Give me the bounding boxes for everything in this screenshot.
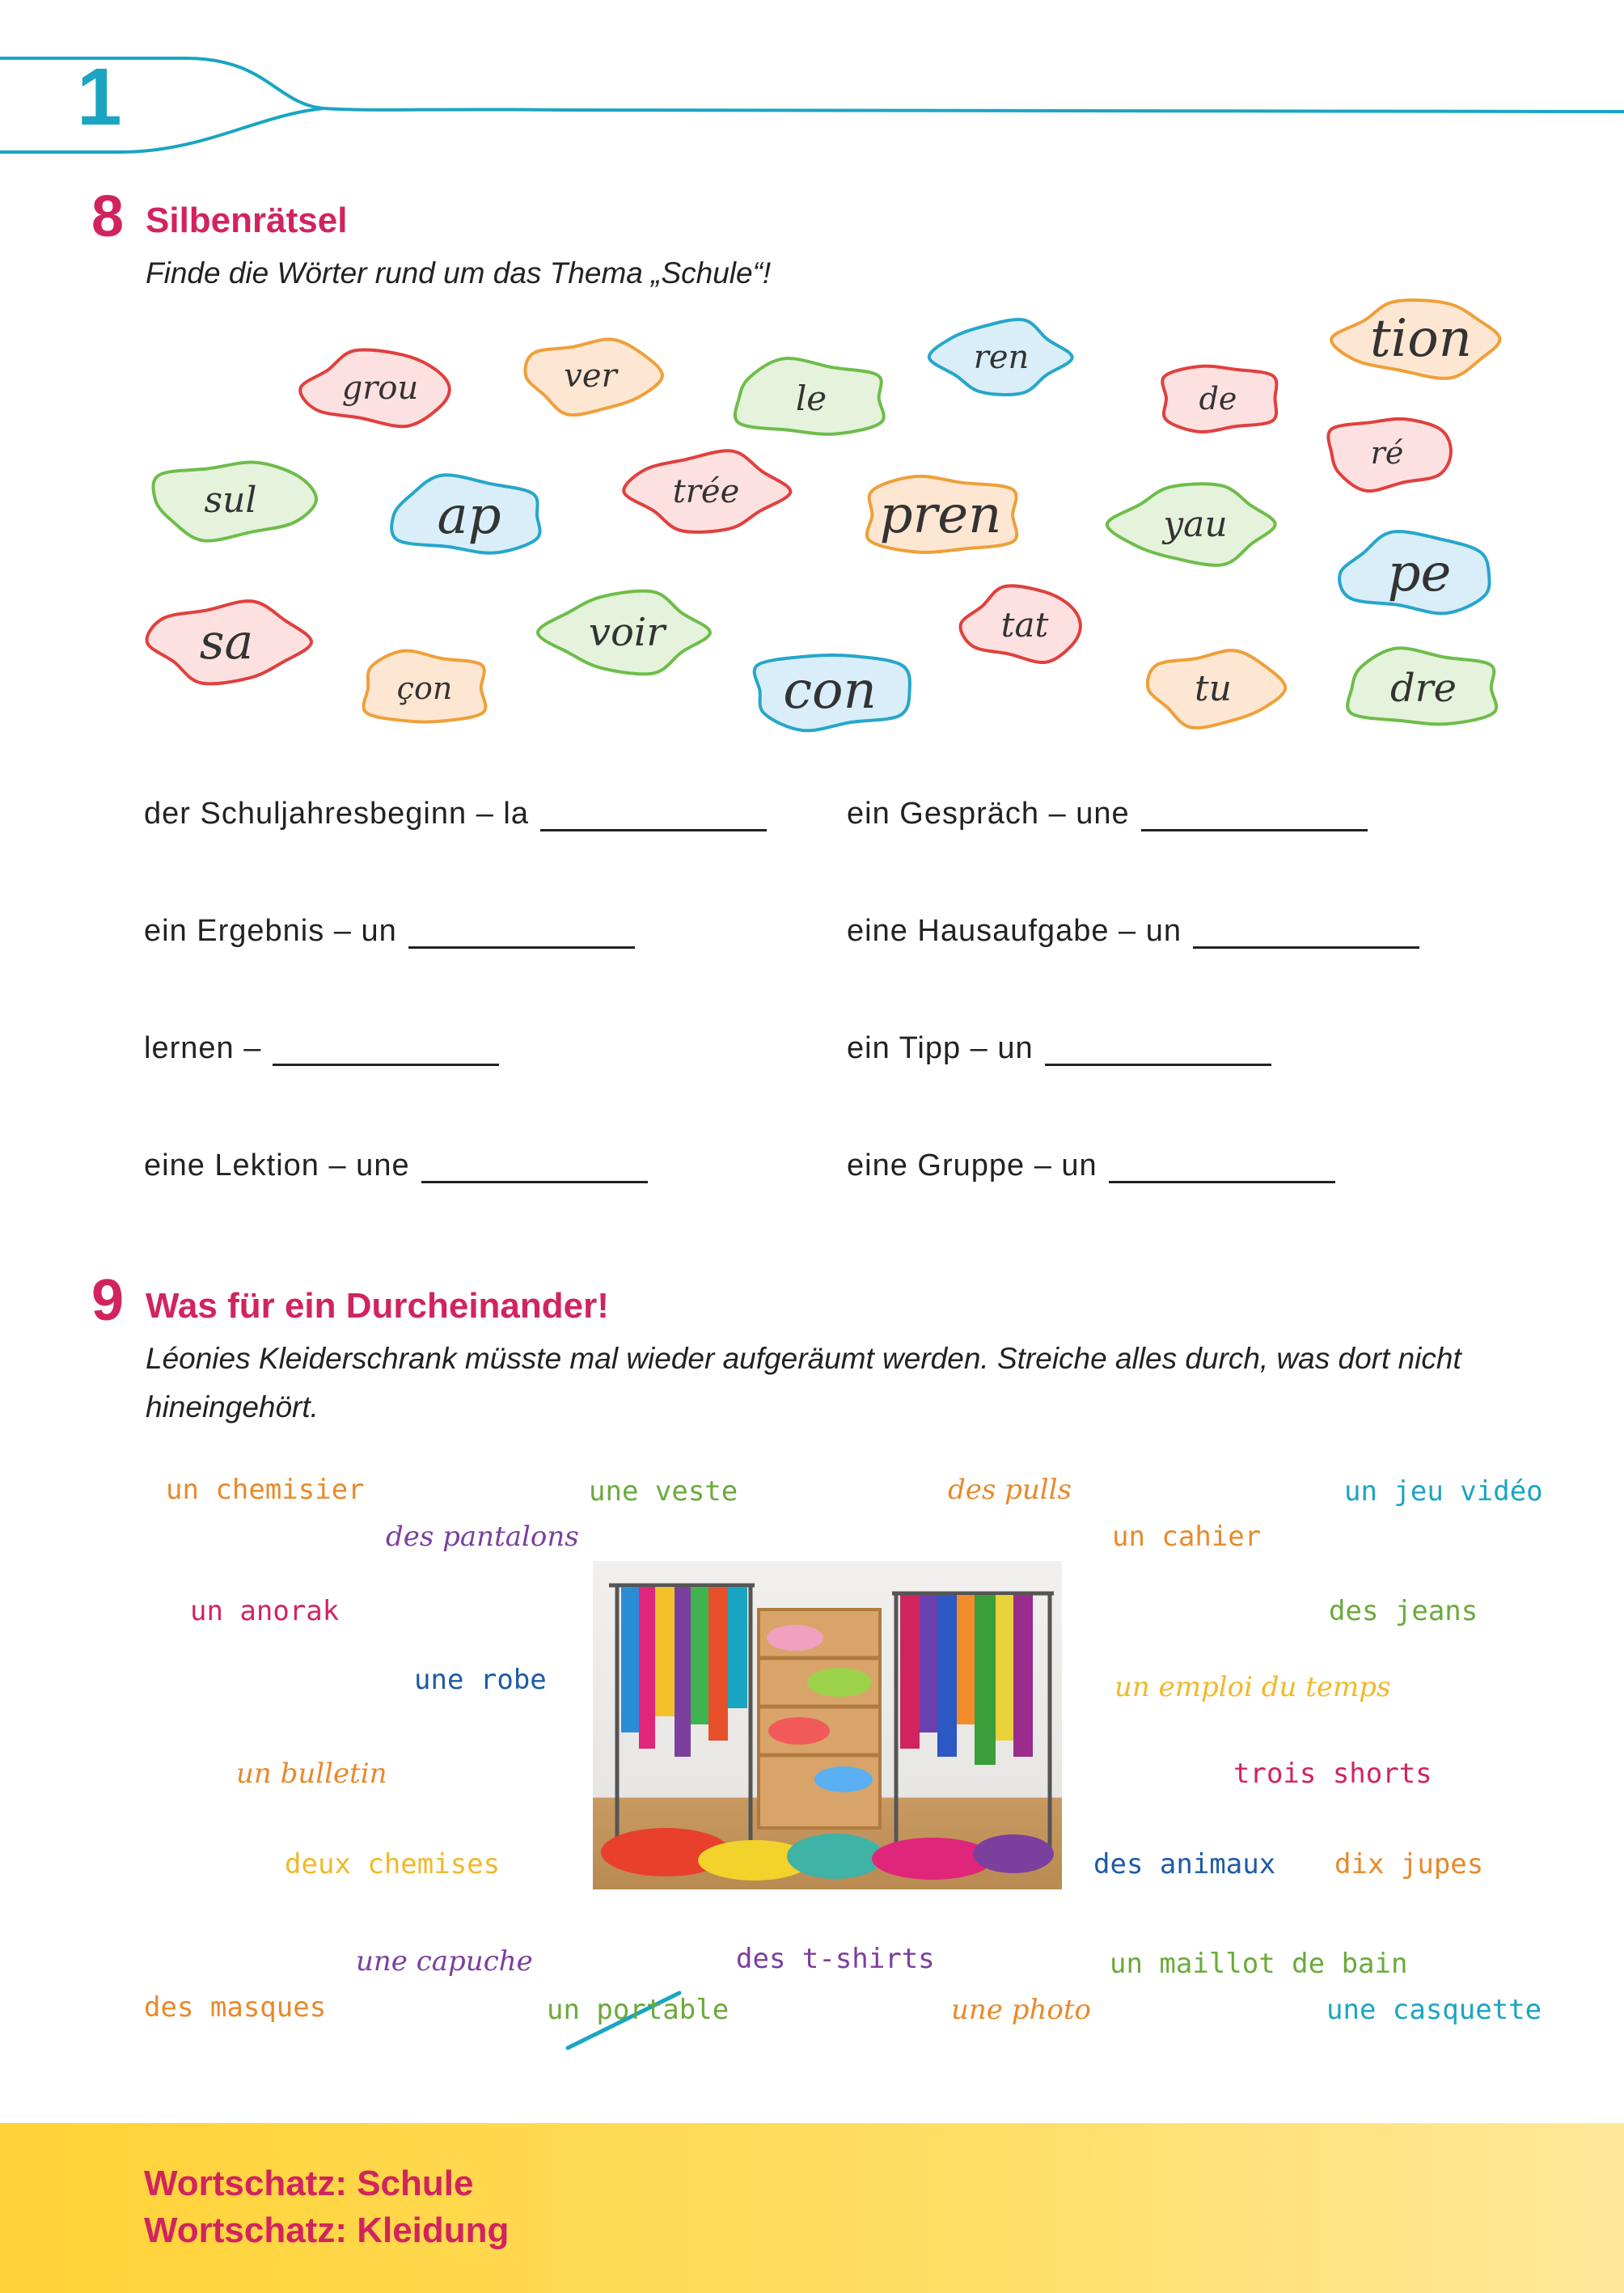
syllable-cloud — [380, 473, 558, 558]
syllable-text: grou — [341, 370, 419, 407]
clothing-word[interactable]: un chemisier — [166, 1474, 365, 1506]
answer-row — [847, 1031, 1271, 1066]
answer-blank[interactable] — [421, 1149, 648, 1183]
answer-row — [847, 797, 1368, 831]
syllable-cloud — [1318, 412, 1456, 493]
answer-prompt: ein Gespräch – une — [847, 797, 1130, 831]
exercise-9-number: 9 — [91, 1268, 125, 1333]
syllable-cloud — [1334, 645, 1512, 731]
syllable-text: yau — [1163, 503, 1228, 545]
exercise-8-instruction: Finde die Wörter rund um das Thema „Schule“! — [146, 256, 772, 290]
footer-line-2: Wortschatz: Kleidung — [144, 2211, 510, 2250]
answer-blank[interactable] — [408, 914, 635, 949]
answer-prompt: ein Tipp – un — [847, 1031, 1034, 1065]
answer-prompt: der Schuljahresbeginn – la — [144, 797, 529, 831]
exercise-8-title: Silbenrätsel — [146, 201, 348, 240]
clothing-word[interactable]: une photo — [951, 1994, 1091, 2026]
syllable-cloud — [142, 457, 319, 543]
syllable-text: pren — [879, 485, 1002, 545]
clothing-word[interactable]: un bulletin — [236, 1758, 387, 1790]
syllable-cloud — [722, 356, 900, 441]
clothing-word[interactable]: des t-shirts — [736, 1943, 935, 1975]
exercise-8-number: 8 — [91, 184, 125, 249]
clothing-word[interactable]: des pantalons — [386, 1521, 579, 1553]
syllable-text: dre — [1389, 666, 1457, 711]
syllable-text: de — [1199, 380, 1237, 417]
syllable-cloud — [851, 471, 1030, 560]
syllable-cloud — [621, 449, 791, 535]
answer-row — [144, 797, 767, 831]
syllable-cloud — [295, 348, 465, 429]
clothing-word[interactable]: une capuche — [356, 1945, 533, 1978]
clothing-word[interactable]: une casquette — [1326, 1994, 1542, 2026]
clothing-word[interactable]: un emploi du temps — [1114, 1671, 1391, 1703]
clothing-word[interactable]: des pulls — [948, 1474, 1072, 1506]
answer-prompt: eine Gruppe – un — [847, 1149, 1097, 1182]
footer-line-1: Wortschatz: Schule — [144, 2164, 474, 2203]
clothing-word[interactable]: un cahier — [1112, 1521, 1262, 1553]
syllable-cloud — [1329, 298, 1513, 380]
clothing-word[interactable]: deux chemises — [285, 1848, 501, 1881]
answer-row — [144, 914, 635, 949]
syllable-text: tu — [1194, 667, 1233, 709]
clothing-word[interactable]: un portable — [547, 1994, 730, 2026]
wardrobe-photo — [593, 1561, 1062, 1889]
syllable-cloud — [1330, 530, 1508, 617]
clothing-word[interactable]: un anorak — [190, 1595, 340, 1627]
clothing-word[interactable]: trois shorts — [1233, 1758, 1432, 1790]
clothing-word[interactable]: une robe — [414, 1664, 547, 1696]
answer-blank[interactable] — [1045, 1031, 1271, 1066]
answer-prompt: lernen – — [144, 1031, 262, 1065]
answer-blank[interactable] — [1109, 1149, 1335, 1183]
exercise-9-instruction: Léonies Kleiderschrank müsste mal wieder aufgeräumt werden. Streiche alles durch, was dort nicht hineingehört. — [146, 1342, 1461, 1424]
syllable-text: tion — [1370, 309, 1472, 369]
syllable-cloud — [142, 599, 311, 686]
syllable-text: voir — [588, 610, 666, 655]
answer-blank[interactable] — [1141, 797, 1368, 831]
clothing-word[interactable]: un maillot de bain — [1110, 1948, 1408, 1980]
clothing-word[interactable]: dix jupes — [1334, 1848, 1484, 1881]
syllable-text: ver — [564, 357, 617, 395]
syllable-cloud — [352, 647, 497, 730]
syllable-text: ren — [973, 339, 1030, 376]
syllable-text: trée — [672, 473, 740, 510]
clothing-word[interactable]: des animaux — [1093, 1848, 1276, 1881]
syllable-cloud — [956, 584, 1093, 665]
exercise-9-title: Was für ein Durcheinander! — [146, 1286, 609, 1326]
chapter-number: 1 — [77, 52, 122, 142]
syllable-cloud — [538, 589, 716, 676]
answer-row — [144, 1031, 499, 1066]
answer-row — [847, 914, 1419, 949]
answer-row — [847, 1149, 1335, 1183]
syllable-cloud — [518, 336, 663, 417]
clothing-word[interactable]: une veste — [589, 1475, 738, 1508]
syllable-text: le — [795, 379, 827, 418]
answer-prompt: eine Lektion – une — [144, 1149, 410, 1182]
answer-prompt: ein Ergebnis – un — [144, 914, 397, 948]
syllable-text: ré — [1370, 435, 1404, 471]
footer-band — [0, 2123, 1624, 2293]
syllable-text: ap — [437, 485, 501, 546]
clothing-word[interactable]: un jeu vidéo — [1344, 1475, 1543, 1508]
clothing-word[interactable]: des masques — [144, 1991, 327, 2024]
syllable-cloud — [740, 647, 920, 734]
syllable-text: sul — [204, 479, 257, 521]
answer-blank[interactable] — [1193, 914, 1419, 949]
syllable-text: pe — [1387, 544, 1452, 603]
header-curve — [0, 49, 1624, 162]
syllable-text: çon — [396, 671, 453, 706]
answer-blank[interactable] — [273, 1031, 499, 1066]
syllable-cloud — [1150, 360, 1286, 437]
answer-row — [144, 1149, 648, 1183]
syllable-text: tat — [1000, 604, 1049, 645]
syllable-cloud — [1106, 481, 1284, 567]
syllable-cloud — [928, 318, 1074, 397]
syllable-text: sa — [199, 614, 254, 671]
syllable-text: con — [783, 661, 877, 721]
clothing-word[interactable]: des jeans — [1329, 1595, 1478, 1627]
syllable-cloud — [1140, 647, 1286, 730]
answer-blank[interactable] — [540, 797, 767, 831]
answer-prompt: eine Hausaufgabe – un — [847, 914, 1182, 948]
